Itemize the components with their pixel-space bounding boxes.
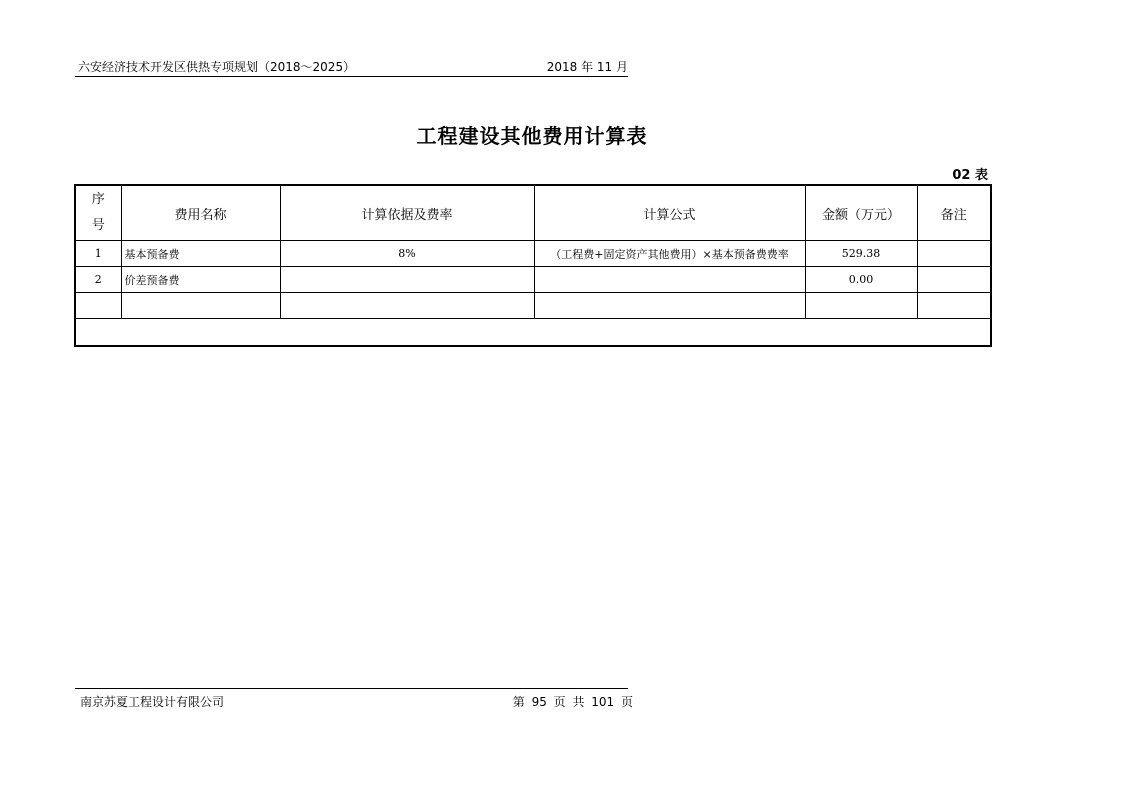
cell-formula: （工程费+固定资产其他费用）×基本预备费费率 — [534, 241, 805, 267]
header-formula: 计算公式 — [534, 185, 805, 241]
table-total-row — [75, 319, 991, 347]
cell-seq: 1 — [75, 241, 121, 267]
header-amount: 金额（万元） — [805, 185, 917, 241]
table-row — [75, 293, 991, 319]
table-header-row — [75, 185, 991, 241]
page-footer — [75, 688, 633, 709]
cell-amount: 529.38 — [805, 241, 917, 267]
cell-formula — [534, 267, 805, 293]
page-header — [75, 56, 628, 77]
header-basis: 计算依据及费率 — [280, 185, 534, 241]
footer-page-number: 第 95 页 共 101 页 — [512, 695, 633, 709]
cell-name: 基本预备费 — [121, 241, 280, 267]
table-row — [75, 241, 991, 267]
header-seq-line2: 号 — [91, 218, 105, 233]
cell-name — [121, 293, 280, 319]
cell-amount — [805, 293, 917, 319]
cell-amount: 0.00 — [805, 267, 917, 293]
header-name: 费用名称 — [121, 185, 280, 241]
table-number: 02 表 — [952, 168, 988, 183]
cell-total — [75, 319, 991, 347]
table-row — [75, 267, 991, 293]
cell-remark — [917, 241, 991, 267]
cell-seq — [75, 293, 121, 319]
cell-basis: 8% — [280, 241, 534, 267]
cell-seq: 2 — [75, 267, 121, 293]
fee-table — [74, 184, 992, 347]
header-remark: 备注 — [917, 185, 991, 241]
cell-remark — [917, 267, 991, 293]
cell-formula — [534, 293, 805, 319]
cell-basis — [280, 293, 534, 319]
cell-remark — [917, 293, 991, 319]
header-document-name: 六安经济技术开发区供热专项规划（2018～2025） — [78, 60, 356, 74]
header-date: 2018 年 11 月 — [546, 60, 628, 74]
header-seq — [75, 185, 121, 241]
header-seq-line1: 序 — [91, 192, 105, 207]
cell-basis — [280, 267, 534, 293]
footer-company: 南京苏夏工程设计有限公司 — [80, 695, 225, 709]
cell-name: 价差预备费 — [121, 267, 280, 293]
page-title: 工程建设其他费用计算表 — [416, 124, 648, 148]
